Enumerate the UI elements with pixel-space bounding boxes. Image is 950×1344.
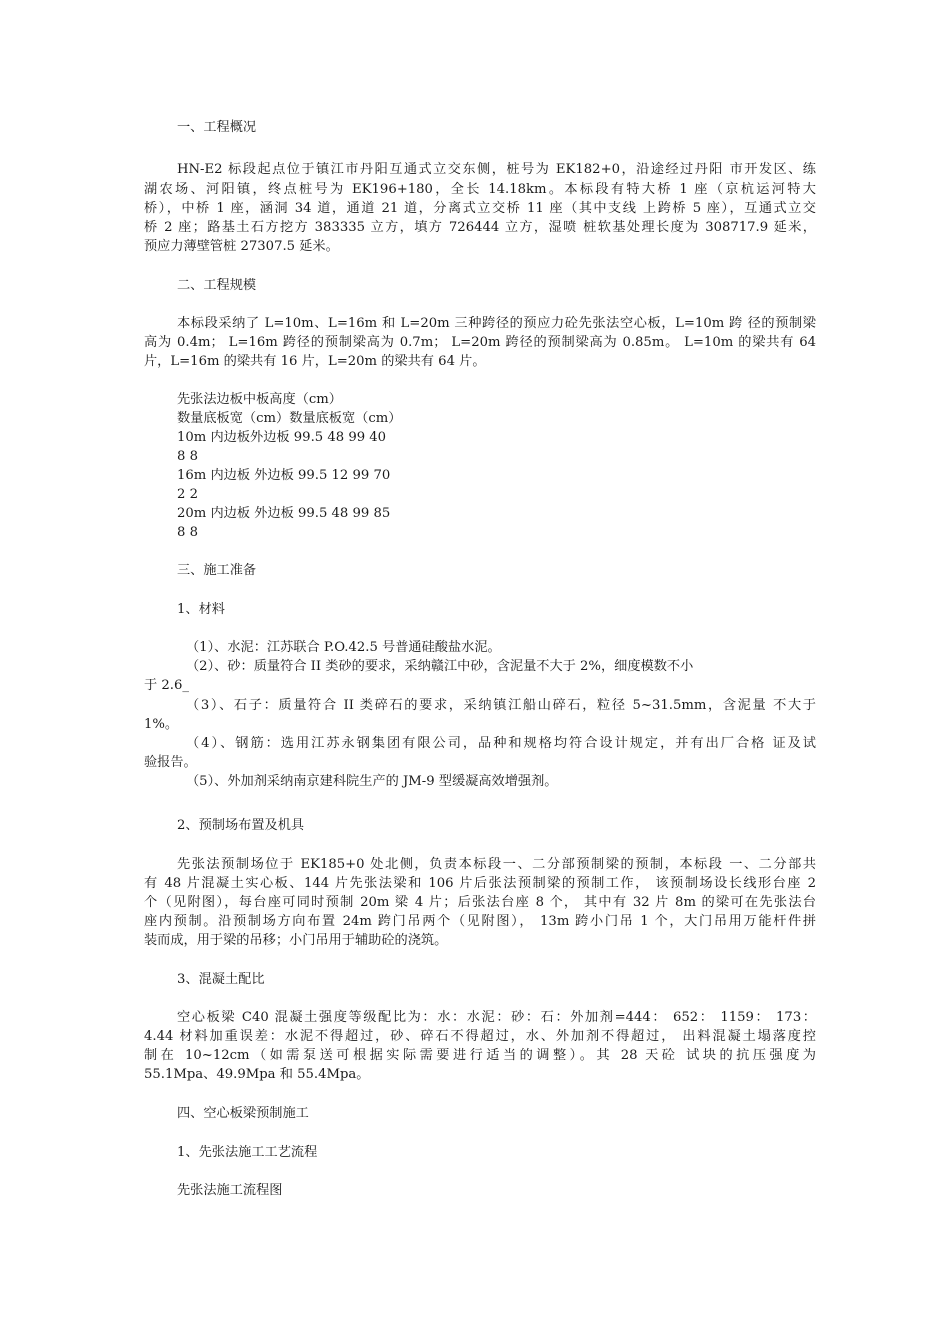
table-line: 8 8 (177, 449, 198, 464)
subsection-precast-yard-heading: 2、预制场布置及机具 (177, 818, 305, 833)
paragraph-line: 湖农场、河阳镇，终点桩号为 EK196+180，全长 14.18km。本标段有特大桥 1 座（京杭运河特大 (144, 182, 816, 197)
list-item-continuation: 1%。 (144, 717, 179, 732)
table-line: 20m 内边板 外边板 99.5 48 99 85 (177, 506, 391, 521)
section-4-heading: 四、空心板梁预制施工 (177, 1106, 309, 1121)
table-line: 16m 内边板 外边板 99.5 12 99 70 (177, 468, 391, 483)
paragraph-line: 预应力薄壁管桩 27307.5 延米。 (144, 239, 339, 254)
section-3-heading: 三、施工准备 (177, 563, 257, 578)
list-item-continuation: 验报告。 (144, 755, 197, 770)
paragraph-line: 有 48 片混凝土实心板、144 片先张法梁和 106 片后张法预制梁的预制工作， 该预制场设长线形台座 2 (144, 876, 816, 891)
paragraph-line: 本标段采纳了 L=10m、L=16m 和 L=20m 三种跨径的预应力砼先张法空心板，L=10m 跨 径的预制梁 (177, 316, 816, 331)
subsection-concrete-mix-heading: 3、混凝土配比 (177, 972, 265, 987)
section-2-heading: 二、工程规模 (177, 278, 257, 293)
list-item: （2）、砂：质量符合 II 类砂的要求，采纳赣江中砂，含泥量不大于 2%，细度模数不小 (186, 659, 694, 674)
table-line: 10m 内边板外边板 99.5 48 99 40 (177, 430, 387, 445)
paragraph-line: 4.44 材料加重误差：水泥不得超过，砂、碎石不得超过，水、外加剂不得超过， 出料混凝土塌落度控 (144, 1029, 816, 1044)
paragraph-line: 桥 2 座；路基土石方挖方 383335 立方，填方 726444 立方，湿喷 桩软基处理长度为 308717.9 延米， (144, 220, 816, 235)
list-item: （5）、外加剂采纳南京建科院生产的 JM-9 型缓凝高效增强剂。 (186, 774, 558, 789)
paragraph-line: 装而成，用于梁的吊移；小门吊用于辅助砼的浇筑。 (144, 933, 448, 948)
flowchart-caption: 先张法施工流程图 (177, 1183, 283, 1198)
subsection-process-flow-heading: 1、先张法施工工艺流程 (177, 1145, 318, 1160)
paragraph-line: 座内预制。沿预制场方向布置 24m 跨门吊两个（见附图）， 13m 跨小门吊 1 个，大门吊用万能杆件拼 (144, 914, 816, 929)
table-line: 先张法边板中板高度（cm） (177, 392, 342, 407)
list-item: （3）、石子：质量符合 II 类碎石的要求，采纳镇江船山碎石，粒径 5~31.5mm，含泥量 不大于 (186, 698, 816, 713)
paragraph-line: 片，L=16m 的梁共有 16 片，L=20m 的梁共有 64 片。 (144, 354, 486, 369)
paragraph-line: 高为 0.4m； L=16m 跨径的预制梁高为 0.7m； L=20m 跨径的预制梁高为 0.85m。 L=10m 的梁共有 64 (144, 335, 816, 350)
paragraph-line: 先张法预制场位于 EK185+0 处北侧，负责本标段一、二分部预制梁的预制，本标段 一、二分部共 (177, 857, 816, 872)
list-item-continuation: 于 2.6_ (144, 678, 189, 693)
subsection-materials-heading: 1、材料 (177, 602, 225, 617)
list-item: （1）、水泥：江苏联合 P.O.42.5 号普通硅酸盐水泥。 (186, 640, 501, 655)
section-1-heading: 一、工程概况 (177, 120, 257, 135)
paragraph-line: 个（见附图），每台座可同时预制 20m 梁 4 片；后张法台座 8 个， 其中有 32 片 8m 的梁可在先张法台 (144, 895, 816, 910)
paragraph-line: 制在 10~12cm（如需泵送可根据实际需要进行适当的调整）。其 28 天砼 试块的抗压强度为 (144, 1048, 816, 1063)
paragraph-line: 空心板梁 C40 混凝土强度等级配比为：水：水泥：砂：石：外加剂=444： 652： 1159： 173： (177, 1010, 816, 1025)
paragraph-line: 桥），中桥 1 座，涵洞 34 道，通道 21 道，分离式立交桥 11 座（其中支线 上跨桥 5 座），互通式立交 (144, 201, 816, 216)
table-line: 数量底板宽（cm）数量底板宽（cm） (177, 411, 402, 426)
table-line: 8 8 (177, 525, 198, 540)
table-line: 2 2 (177, 487, 198, 502)
paragraph-line: 55.1Mpa、49.9Mpa 和 55.4Mpa。 (144, 1067, 370, 1082)
list-item: （4）、钢筋：选用江苏永钢集团有限公司，品种和规格均符合设计规定，并有出厂合格 证及试 (186, 736, 816, 751)
paragraph-line: HN-E2 标段起点位于镇江市丹阳互通式立交东侧，桩号为 EK182+0，沿途经过丹阳 市开发区、练 (177, 162, 816, 177)
